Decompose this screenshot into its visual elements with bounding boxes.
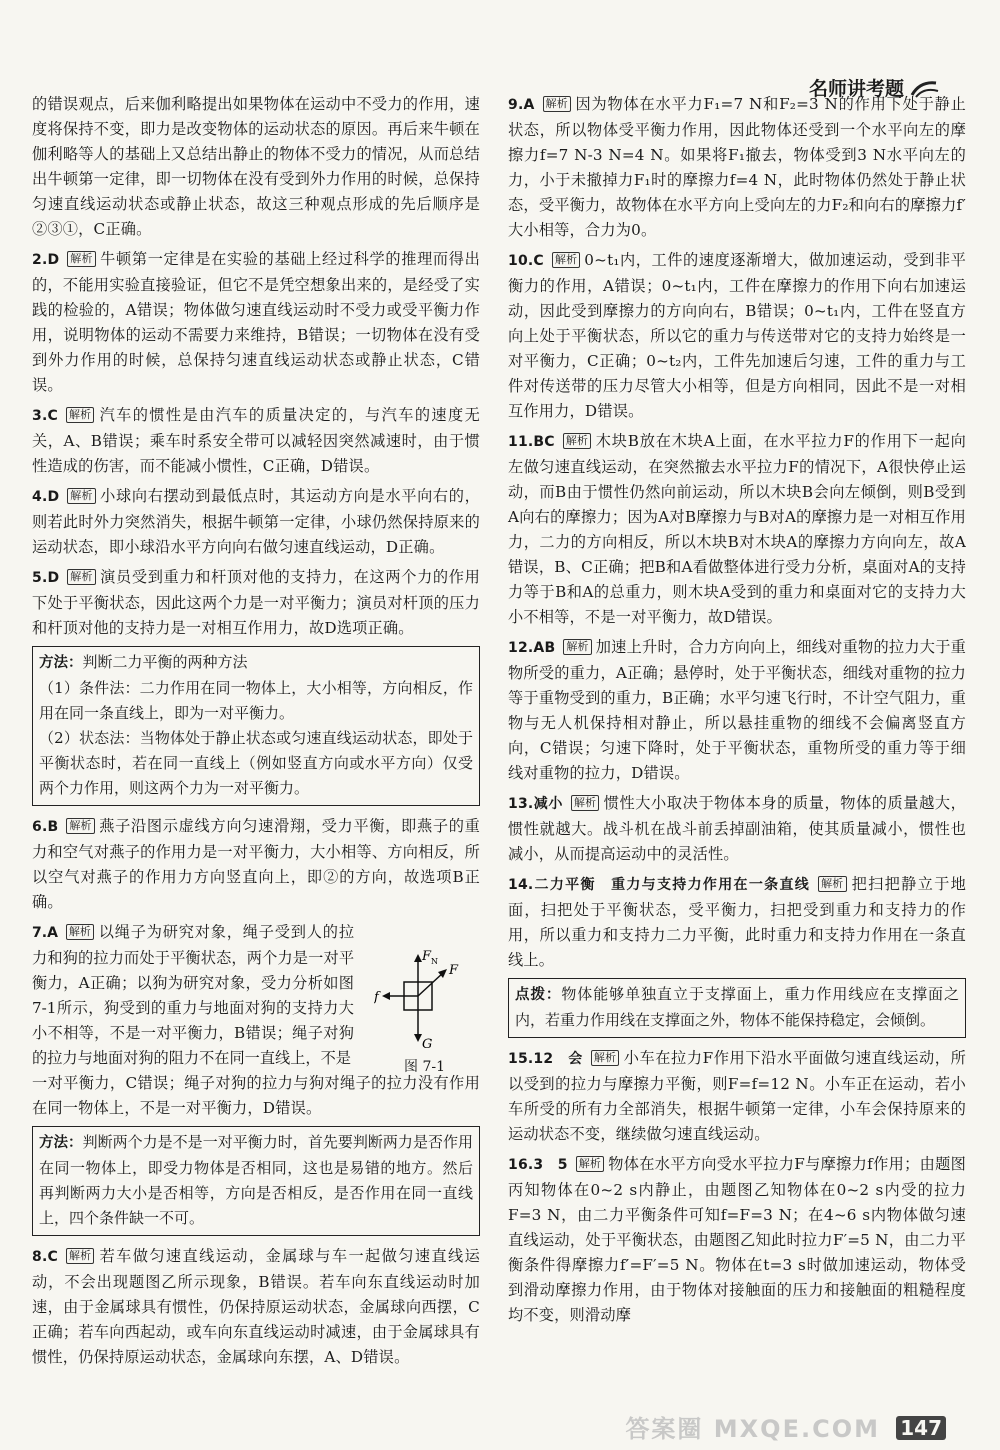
analysis-tag: 解析 bbox=[818, 876, 846, 892]
answer-9: 9.A 解析 因为物体在水平力F₁=7 N和F₂=3 N的作用下处于静止状态，所以物体受平衡力作用，因此物体还受到一个水平向左的摩擦力f=7 N-3 N=4 N。如果将F₁撤去，物体受到3 N水平向左的力，小于未撤掉力F₁时的摩擦力f=4 N，此时物体仍然处于静止状态，受平衡力，故物体在水平方向上受向左的力F₂和向右的摩擦力f′大小相等，合力为0。 bbox=[508, 95, 966, 239]
q1-continuation: 的错误观点，后来伽利略提出如果物体在运动中不受力的作用，速度将保持不变，即力是改变物体的运动状态的原因。再后来牛顿在伽利略等人的基础上又总结出静止的物体不受力的情况，从而总结出牛顿第一定律，即一切物体在没有受到外力作用的时候，总保持匀速直线运动状态或静止状态，故这三种观点形成的先后顺序是②③①，C正确。 bbox=[32, 95, 480, 238]
answer-15: 15.12 会 解析 小车在拉力F作用下沿水平面做匀速直线运动，所以受到的拉力与摩擦力平衡，则F=f=12 N。小车正在运动，若小车所受的所有力全部消失，根据牛顿第一定律，小车会保持原来的运动状态不变，继续做匀速直线运动。 bbox=[508, 1049, 966, 1143]
analysis-tag: 解析 bbox=[563, 433, 591, 449]
page-number: 147 bbox=[896, 1416, 946, 1440]
answer-14: 14.二力平衡 重力与支持力作用在一条直线 解析 把扫把静立于地面，扫把处于平衡状态，受平衡力，扫把受到重力和支持力的作用，所以重力和支持力二力平衡，此时重力和支持力作用在一条直线上。 bbox=[508, 875, 966, 969]
analysis-tag: 解析 bbox=[591, 1050, 619, 1066]
analysis-tag: 解析 bbox=[67, 488, 95, 504]
label-f-friction: f bbox=[374, 990, 379, 1005]
answer-6: 6.B 解析 燕子沿图示虚线方向匀速滑翔，受力平衡，即燕子的重力和空气对燕子的作用力是一对平衡力，大小相等、方向相反，所以空气对燕子的作用力方向竖直向上，即②的方向，故选项B正确。 bbox=[32, 817, 480, 911]
answer-16: 16.3 5 解析 物体在水平方向受水平拉力F与摩擦力f作用；由题图丙知物体在0~2 s内静止，由题图乙知物体在0~2 s内受的拉力F=3 N，由二力平衡条件可知f=F=3 N；在4~6 s内物体做匀速直线运动，处于平衡状态，由题图乙知此时拉力F′=5 N，由二力平衡条件得摩擦力f′=F′=5 N。物体在t=3 s时做加速运动，物体受到滑动摩擦力作用，由于物体对接触面的压力和接触面的粗糙程度均不变，则滑动摩 bbox=[508, 1155, 966, 1324]
label-fn: F bbox=[422, 949, 432, 964]
label-f-pull: F bbox=[449, 963, 459, 978]
force-diagram-svg bbox=[374, 948, 480, 1056]
analysis-tag: 解析 bbox=[576, 1156, 604, 1172]
analysis-tag: 解析 bbox=[67, 251, 95, 267]
figure-caption: 图 7-1 bbox=[404, 1059, 445, 1075]
force-diagram-7-1 bbox=[374, 948, 480, 1078]
answer-3: 3.C 解析 汽车的惯性是由汽车的质量决定的，与汽车的速度无关，A、B错误；乘车时系安全带可以减轻因突然减速时，由于惯性造成的伤害，而不能减小惯性，C正确，D错误。 bbox=[32, 406, 480, 475]
left-column bbox=[32, 92, 480, 1375]
watermark: 答案圈 MXQE.COM bbox=[625, 1415, 880, 1443]
method-box-1: 方法：判断二力平衡的两种方法 （1）条件法：二力作用在同一物体上，大小相等，方向相反，作用在同一条直线上，即为一对平衡力。 （2）状态法：当物体处于静止状态或匀速直线运动状态，即处于平衡状态时，若在同一直线上（例如竖直方向或水平方向）仅受两个力作用，则这两个力为一对平衡力。 bbox=[32, 646, 480, 806]
answer-12: 12.AB 解析 加速上升时，合力方向向上，细线对重物的拉力大于重物所受的重力，A正确；悬停时，处于平衡状态，细线对重物的拉力等于重物受到的重力，B正确；水平匀速飞行时，不计空气阻力，重物与无人机保持相对静止，所以悬挂重物的细线不会偏离竖直方向，C错误；匀速下降时，处于平衡状态，重物所受的重力等于细线对重物的拉力，D错误。 bbox=[508, 638, 966, 782]
method-box-2: 方法：判断两个力是不是一对平衡力时，首先要判断两力是否作用在同一物体上，即受力物体是否相同，这也是易错的地方。然后再判断两力大小是否相等，方向是否相反，是否作用在同一直线上，四个条件缺一不可。 bbox=[32, 1126, 480, 1236]
analysis-tag: 解析 bbox=[552, 252, 580, 268]
analysis-tag: 解析 bbox=[66, 818, 94, 834]
answer-11: 11.BC 解析 木块B放在木块A上面，在水平拉力F的作用下一起向左做匀速直线运动，在突然撤去水平拉力F的情况下，A很快停止运动，而B由于惯性仍然向前运动，所以木块B会向左倾倒，则B受到A向右的摩擦力；因为A对B摩擦力与B对A的摩擦力是一对相互作用力，二力的方向相反，所以木块B对木块A的摩擦力方向向左，故A错误，B、C正确；把B和A看做整体进行受力分析，桌面对A的支持力等于B和A的总重力，则木块A受到的重力和桌面对它的支持力大小不相等，不是一对平衡力，故D错误。 bbox=[508, 432, 966, 626]
tip-box: 点拨：物体能够单独直立于支撑面上，重力作用线应在支撑面之内，若重力作用线在支撑面之外，物体不能保持稳定，会倾倒。 bbox=[508, 978, 966, 1038]
analysis-tag: 解析 bbox=[543, 96, 571, 112]
label-g: G bbox=[422, 1037, 433, 1052]
header-title: 名师讲考题 bbox=[808, 78, 904, 100]
answer-2: 2.D 解析 牛顿第一定律是在实验的基础上经过科学的推理而得出的，不能用实验直接验证，但它不是凭空想象出来的，是经受了实践的检验的，A错误；物体做匀速直线运动时不受力或受平衡力作用，说明物体的运动不需要力来维持，B错误；一切物体在没有受到外力作用的时候，总保持匀速直线运动状态或静止状态，C错误。 bbox=[32, 250, 480, 394]
answer-8: 8.C 解析 若车做匀速直线运动，金属球与车一起做匀速直线运动，不会出现题图乙所示现象，B错误。若车向东直线运动时加速，由于金属球具有惯性，仍保持原运动状态，金属球向西摆，C正确；若车向西起动，或车向东直线运动时减速，由于金属球具有惯性，仍保持原运动状态，金属球向东摆，A、D错误。 bbox=[32, 1247, 480, 1366]
analysis-tag: 解析 bbox=[66, 924, 94, 940]
answer-4: 4.D 解析 小球向右摆动到最低点时，其运动方向是水平向右的，则若此时外力突然消失，根据牛顿第一定律，小球仍然保持原来的运动状态，即小球沿水平方向向右做匀速直线运动，D正确。 bbox=[32, 487, 480, 556]
label-fn-sub: N bbox=[431, 957, 438, 966]
right-column bbox=[508, 92, 966, 1333]
answer-7: 7.A 解析 以绳子为研究对象，绳子受到人的拉力和狗的拉力而处于平衡状态，两个力是一对平衡力，A正确；以狗为研究对象，受力分析如图7-1所示，狗受到的重力与地面对狗的支持力大小不相等，不是一对平衡力，B错误；绳子对狗的拉力与地面对狗的阻力不在同一直线上，不是 F N F f G 图 7-1 一对平衡力，C错误；绳子对狗的拉力与狗对绳子的拉力没有作用在同一物体上，不是一对平衡力，D错误。 bbox=[32, 923, 480, 1117]
analysis-tag: 解析 bbox=[563, 639, 591, 655]
analysis-tag: 解析 bbox=[571, 795, 599, 811]
answer-13: 13.减小 解析 惯性大小取决于物体本身的质量，物体的质量越大，惯性就越大。战斗机在战斗前丢掉副油箱，使其质量减小，惯性也减小，从而提高运动中的灵活性。 bbox=[508, 794, 966, 863]
analysis-tag: 解析 bbox=[67, 569, 95, 585]
pull-force-arrow bbox=[418, 972, 444, 996]
answer-5: 5.D 解析 演员受到重力和杆顶对他的支持力，在这两个力的作用下处于平衡状态，因此这两个力是一对平衡力；演员对杆顶的压力和杆顶对他的支持力是一对相互作用力，故D选项正确。 bbox=[32, 568, 480, 637]
answer-10: 10.C 解析 0~t₁内，工件的速度逐渐增大，做加速运动，受到非平衡力的作用，A错误；0~t₁内，工件在摩擦力的作用下向右加速运动，因此受到摩擦力的方向向右，B错误；0~t₁内，工件在竖直方向上处于平衡状态，所以它的重力与传送带对它的支持力始终是一对平衡力，C正确；0~t₂内，工件先加速后匀速，工件的重力与工件对传送带的压力尽管大小相等，但是方向相同，因此不是一对相互作用力，D错误。 bbox=[508, 251, 966, 420]
analysis-tag: 解析 bbox=[66, 407, 94, 423]
analysis-tag: 解析 bbox=[66, 1248, 94, 1264]
